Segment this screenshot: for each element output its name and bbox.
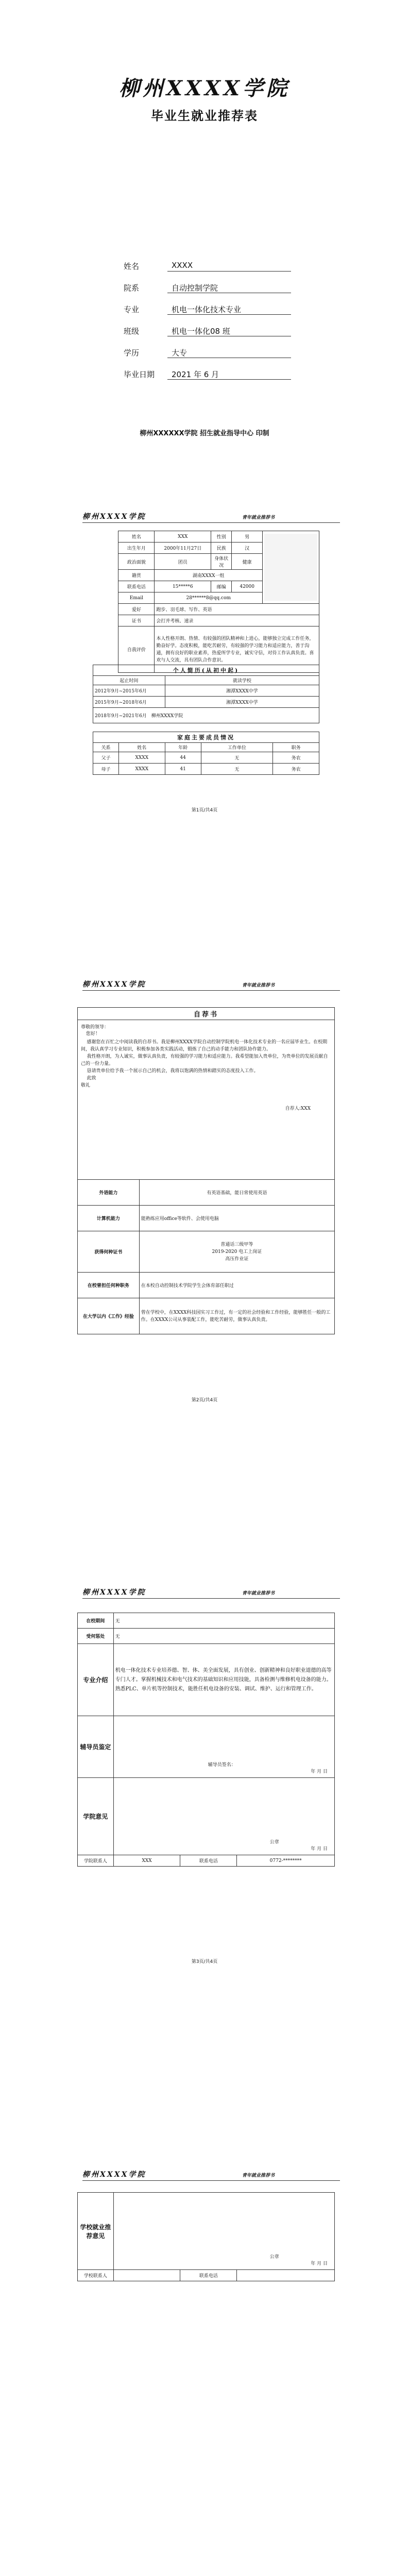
page-number: 第1页/共4页 (191, 808, 218, 813)
cert-list-value: 普通话三级甲等 2019-2020 电工上岗证 高压作业证 (139, 1231, 334, 1273)
page-header-sub: 青年就业推荐书 (242, 1591, 275, 1596)
contact-phone-value: 0772-******** (237, 1855, 335, 1867)
birth-label: 出生年月 (118, 543, 155, 554)
punish-value: 无 (113, 1629, 334, 1644)
health-value: 健康 (232, 554, 263, 570)
family-title: 家庭主要成员情况 (93, 732, 319, 743)
family-col-relation: 关系 (93, 743, 119, 752)
header-divider (82, 1598, 340, 1599)
major-intro-text: 机电一体化技术专业培养德、智、体、美全面发展，具有创业、创新精神和良好职业道德的高等专门人才。掌握机械技术和电气技术的基础知识和应用技能，具备检测与维修机电设备的能力。熟悉PLC、单片机等控制技术，能胜任机电设备的安装、调试、维护、运行和管理工作。 (113, 1644, 334, 1716)
resume-time: 2012年9月~2015年6月 (93, 685, 165, 697)
college-date: 年 月 日 (311, 1846, 328, 1852)
computer-label: 计算机能力 (78, 1206, 140, 1231)
photo-box (263, 531, 319, 604)
family-cell: 无 (201, 752, 273, 764)
resume-col-school: 就读学校 (165, 676, 319, 685)
resume-col-time: 起止时间 (93, 676, 165, 685)
page-header-sub: 青年就业推荐书 (242, 515, 275, 520)
cover-field-value: 机电一体化08 班 (172, 327, 230, 336)
birth-value: 2000年11月27日 (155, 543, 211, 554)
cover-field-value: 2021 年 6 月 (172, 370, 219, 379)
school-contact-label: 学校联系人 (78, 2270, 114, 2281)
cert-label: 证书 (118, 615, 155, 626)
cover-field-value: 机电一体化技术专业 (172, 305, 242, 314)
resume-table (93, 665, 319, 723)
self-rec-table (77, 1007, 335, 1334)
family-cell: XXXX (118, 764, 165, 775)
tutor-date: 年 月 日 (311, 1769, 328, 1774)
cover-field-label: 班级 (124, 327, 140, 336)
page-header-school: 柳州XXXX学院 (82, 980, 146, 989)
tutor-cell (113, 1716, 334, 1778)
foreign-lang-label: 外语能力 (78, 1180, 140, 1206)
photo-placeholder (264, 534, 317, 601)
gender-value: 男 (232, 531, 263, 543)
hobby-label: 爱好 (118, 604, 155, 615)
cover-field-label: 毕业日期 (124, 370, 155, 379)
basic-info-table (93, 531, 319, 673)
page-header-sub: 青年就业推荐书 (242, 983, 275, 988)
family-cell: 父子 (93, 752, 119, 764)
email-value: 28******8@qq.com (155, 592, 263, 604)
resume-school: 湘潭XXXX中学 (165, 685, 319, 697)
family-col-age: 年龄 (165, 743, 201, 752)
school-date: 年 月 日 (311, 2261, 328, 2266)
self-rec-text: 感谢您在百忙之中阅读我的自荐书。我是柳州XXXX学院自动控制学院机电一体化技术专业的一名应届毕业生。在校期间，我认真学习专业知识，积极参加各类实践活动，锻炼了自己的动手能力和团队协作能力。 我性格开朗，为人诚实，做事认真负责，有较强的学习能力和适应能力。我希望能加入贵单位，为贵单位的发展贡献自己的一份力量。 恳请贵单位给予我一个展示自己的机会，我将以饱满的热情和踏实的态度投入工作。 此致 敬礼 (81, 1040, 328, 1088)
page-header-sub: 青年就业推荐书 (242, 2173, 275, 2178)
eval-text: 本人性格开朗、热情、有较强的团队精神和上进心，能够独立完成工作任务，勤奋好学。态度积极，能吃苦耐劳，有较强的学习能力和适应能力，善于沟通，拥有良好的职业素养，热爱所学专业，诚实守信，对待工作认真负责。喜欢与人交流，具有团队合作意识。 (155, 626, 319, 673)
family-cell: XXXX (118, 752, 165, 764)
cover-subtitle: 毕业生就业推荐表 (151, 108, 258, 123)
family-col-title: 职务 (273, 743, 319, 752)
page-number: 第2页/共4页 (191, 1398, 218, 1403)
cover-field-label: 专业 (124, 305, 140, 314)
native-value: 湖南XXXX一组 (155, 570, 263, 581)
politics-value: 团员 (155, 554, 211, 570)
family-cell: 无 (201, 764, 273, 775)
family-cell: 母子 (93, 764, 119, 775)
position-label: 在校曾担任何种职务 (78, 1273, 140, 1298)
page-header-school: 柳州XXXX学院 (82, 1588, 146, 1597)
eval-label: 自我评价 (118, 626, 155, 673)
final-rec-table (77, 2192, 335, 2281)
cert-list-label: 获得何种证书 (78, 1231, 140, 1273)
tutor-sign: 辅导员签名： (208, 1762, 236, 1768)
self-rec-greeting: 尊敬的领导： (81, 1025, 109, 1030)
cover-field-label: 院系 (124, 283, 140, 293)
header-divider (82, 522, 340, 523)
cert-value: 会打并考核、速录 (155, 615, 319, 626)
college-seal: 公章 (269, 1840, 279, 1845)
award-value: 无 (113, 1613, 334, 1629)
resume-row-last (93, 708, 319, 723)
computer-value: 能熟练应用office等软件、会使用电脑 (139, 1206, 334, 1231)
hobby-value: 跑步、羽毛球、写作、英语 (155, 604, 319, 615)
politics-label: 政治面貌 (118, 554, 155, 570)
name-label: 姓名 (118, 531, 155, 543)
health-label: 身体状况 (211, 554, 232, 570)
contact-phone-label: 联系电话 (180, 1855, 237, 1867)
family-col-work: 工作单位 (201, 743, 273, 752)
resume-title: 个人简历(从初中起) (93, 665, 319, 676)
cover-footer: 柳州XXXXXX学院 招生就业指导中心 印制 (140, 430, 269, 437)
family-col-name: 姓名 (118, 743, 165, 752)
resume-time: 2015年9月~2018年6月 (93, 697, 165, 708)
header-divider (82, 2180, 340, 2181)
page-header-school: 柳州XXXX学院 (82, 2171, 146, 2179)
school-opinion-label: 学校就业推荐意见 (78, 2193, 114, 2270)
contact-label: 学院联系人 (78, 1855, 114, 1867)
email-label: Email (118, 592, 155, 604)
family-cell: 务农 (273, 752, 319, 764)
school-phone-label: 联系电话 (180, 2270, 237, 2281)
punish-label: 受何惩处 (78, 1629, 114, 1644)
self-rec-sign: 自荐人:XXX (285, 1106, 311, 1111)
cover-field-value: 自动控制学院 (172, 283, 218, 293)
name-value: XXX (155, 531, 211, 543)
school-opinion-cell (113, 2193, 334, 2270)
phone-value: 15*****6 (155, 581, 211, 592)
page-number: 第3页/共4页 (191, 1959, 218, 1964)
major-intro-label: 专业介绍 (78, 1644, 114, 1716)
tutor-label: 辅导员鉴定 (78, 1716, 114, 1778)
page-header-school: 柳州XXXX学院 (82, 513, 146, 521)
family-cell: 41 (165, 764, 201, 775)
cover-title: 柳州XXXX学院 (118, 76, 291, 100)
nation-label: 民族 (211, 543, 232, 554)
header-divider (82, 990, 340, 991)
foreign-lang-value: 有英语基础，能日常使用英语 (139, 1180, 334, 1206)
school-contact-value (113, 2270, 180, 2281)
native-label: 籍贯 (118, 570, 155, 581)
contact-value: XXX (113, 1855, 180, 1867)
college-opinion-cell (113, 1778, 334, 1855)
resume-school: 湘潭XXXX中学 (165, 697, 319, 708)
cover-field-value: 大专 (172, 348, 188, 358)
basic-info-page (0, 0, 409, 813)
school-phone-value (237, 2270, 335, 2281)
college-opinion-label: 学院意见 (78, 1778, 114, 1855)
zip-label: 邮编 (211, 581, 232, 592)
experience-label: 在大学以内《工作》经验 (78, 1298, 140, 1334)
family-table (93, 732, 319, 775)
resume-school: 柳州XXXX学院 (151, 714, 183, 719)
self-rec-body (78, 1020, 335, 1180)
family-cell: 44 (165, 752, 201, 764)
family-cell: 务农 (273, 764, 319, 775)
self-rec-title: 自荐书 (78, 1008, 335, 1020)
experience-value: 曾在学校中，在XXXX科技园实习工作过，有一定的社会经验和工作经验，能够胜任一般的工作。在XXXX公司从事装配工作，能吃苦耐劳，做事认真负责。 (139, 1298, 334, 1334)
zip-value: 42000 (232, 581, 263, 592)
cover-field-value: XXXX (172, 261, 193, 270)
self-rec-salute: 您好！ (86, 1031, 100, 1037)
gender-label: 性别 (211, 531, 232, 543)
award-label: 在校期间 (78, 1613, 114, 1629)
phone-label: 联系电话 (118, 581, 155, 592)
school-rec-table (77, 1613, 335, 1867)
school-seal: 公章 (269, 2255, 279, 2260)
cover-field-label: 学历 (124, 348, 140, 358)
nation-value: 汉 (232, 543, 263, 554)
cover-field-label: 姓名 (124, 262, 140, 271)
resume-time: 2018年9月~2021年6月 (95, 714, 147, 719)
position-value: 在本校自动控制技术学院学生会体育部任职过 (139, 1273, 334, 1298)
